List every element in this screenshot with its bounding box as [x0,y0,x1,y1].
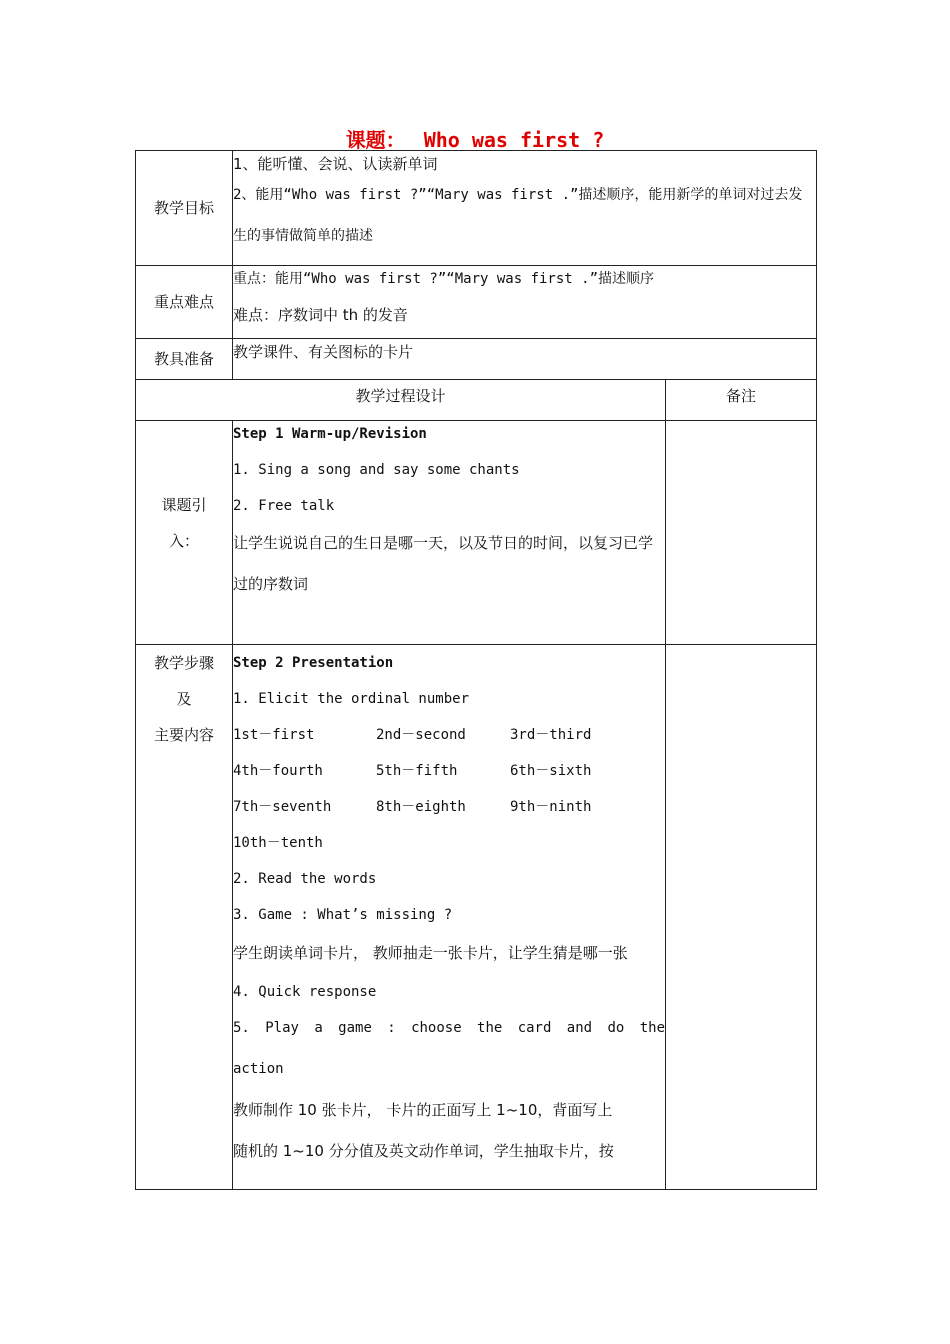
key-points-label: 重点难点 [136,266,233,339]
ordinal-row-2 [233,753,665,789]
steps-label-line-2: 及 [176,690,192,708]
steps-item-3: 3. Game : What’s missing ? [233,907,453,923]
step-1-title: Step 1 Warm-up/Revision [233,426,427,442]
steps-label-line-1: 教学步骤 [153,654,214,672]
ordinal-2: 2nd－second [376,727,466,743]
ordinal-10: 10th－tenth [233,835,323,851]
objectives-line-1: 1、能听懂、会说、认读新单词 [233,155,438,173]
intro-item-1: 1. Sing a song and say some chants [233,462,520,478]
notes-header: 备注 [666,380,817,421]
intro-item-2: 2. Free talk [233,498,335,514]
materials-content [233,339,817,380]
steps-item-5-desc-1: 教师制作 10 张卡片， 卡片的正面写上 1~10，背面写上 [233,1101,613,1119]
steps-notes [666,645,817,1190]
objectives-line-2: 2、能用“Who was first ?”“Mary was first .”描述顺序，能用新学的单词对过去发生的事情做简单的描述 [233,187,803,244]
intro-row [136,421,817,645]
lesson-plan-table [135,150,817,1190]
key-point-line: 重点：能用“Who was first ?”“Mary was first .”描述顺序 [233,271,655,287]
process-header-row [136,380,817,421]
ordinal-4: 4th－fourth [233,763,323,779]
intro-notes [666,421,817,645]
steps-item-5-line-2: action [233,1061,284,1077]
ordinal-5: 5th－fifth [376,763,458,779]
ordinal-1: 1st－first [233,727,315,743]
process-header: 教学过程设计 [136,380,666,421]
lesson-title [0,124,950,153]
ordinal-6: 6th－sixth [510,763,592,779]
steps-item-1: 1. Elicit the ordinal number [233,691,470,707]
objectives-content [233,151,817,266]
steps-item-4: 4. Quick response [233,984,377,1000]
lesson-title-label: 课题： [345,128,406,152]
ordinal-3: 3rd－third [510,727,592,743]
lesson-title-text: Who was first ? [423,128,605,152]
intro-label-line-1: 课题引 [161,496,207,514]
ordinal-7: 7th－seventh [233,799,332,815]
steps-label [136,645,233,1190]
materials-text: 教学课件、有关图标的卡片 [233,343,414,361]
steps-content [233,645,666,1190]
steps-item-5-line-1: 5. Play a game : choose the card and do the [233,1020,665,1036]
step-2-title: Step 2 Presentation [233,655,394,671]
key-points-row [136,266,817,339]
steps-row [136,645,817,1190]
steps-label-line-3: 主要内容 [153,726,214,744]
ordinal-row-1 [233,717,665,753]
intro-label [136,421,233,645]
steps-item-3-desc: 学生朗读单词卡片， 教师抽走一张卡片，让学生猜是哪一张 [233,944,628,962]
ordinal-row-3 [233,789,665,825]
materials-label: 教具准备 [136,339,233,380]
objectives-row [136,151,817,266]
steps-item-5-desc-2: 随机的 1~10 分分值及英文动作单词，学生抽取卡片，按 [233,1142,614,1160]
difficult-point-line: 难点：序数词中 th 的发音 [233,306,408,324]
ordinal-9: 9th－ninth [510,799,592,815]
intro-label-line-2: 入： [168,532,199,550]
key-points-content [233,266,817,339]
steps-item-2: 2. Read the words [233,871,377,887]
intro-description: 让学生说说自己的生日是哪一天，以及节日的时间，以复习已学过的序数词 [233,534,654,593]
ordinal-8: 8th－eighth [376,799,466,815]
objectives-label: 教学目标 [136,151,233,266]
ordinal-row-4 [233,825,665,861]
materials-row [136,339,817,380]
intro-content [233,421,666,645]
